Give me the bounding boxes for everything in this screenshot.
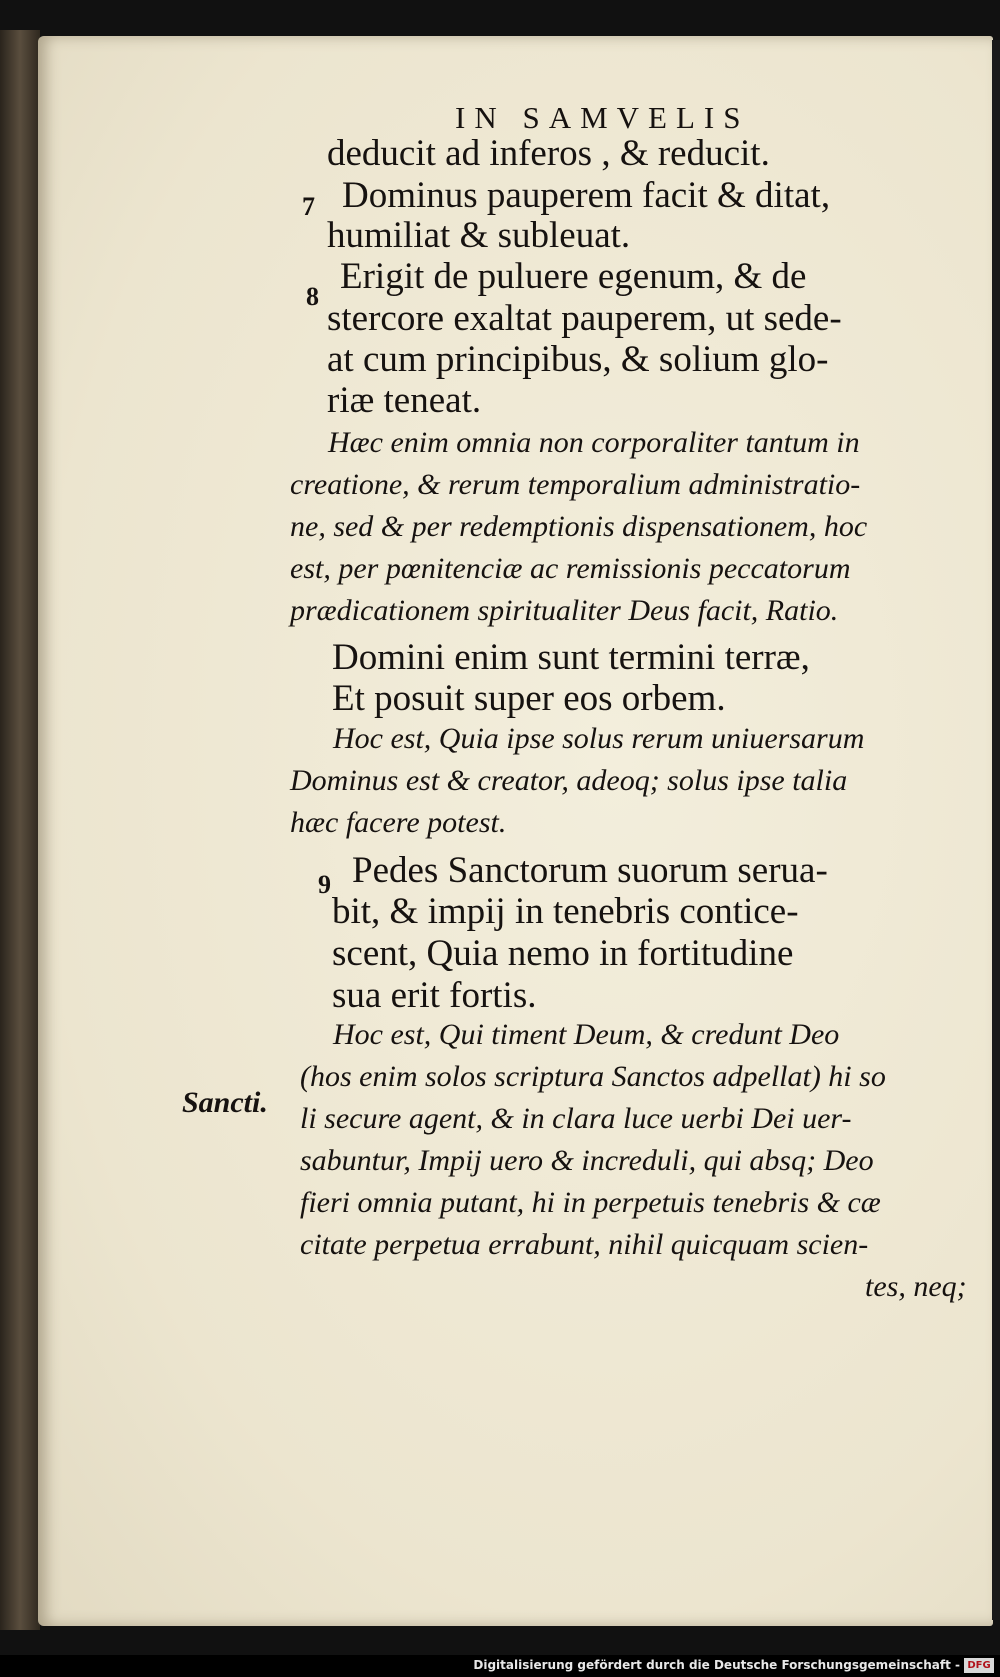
text-line: Pedes Sanctorum suorum serua- [352, 850, 828, 891]
dfg-logo-icon: DFG [964, 1658, 994, 1673]
book-spine [0, 30, 40, 1630]
text-line: at cum principibus, & solium glo- [327, 339, 829, 380]
commentary-line: est, per pœnitenciæ ac remissionis peccatorum [290, 552, 851, 585]
text-line: bit, & impij in tenebris contice- [332, 891, 799, 932]
text-line: Erigit de puluere egenum, & de [340, 256, 807, 297]
commentary-line: Dominus est & creator, adeoq; solus ipse talia [290, 764, 848, 797]
text-line: stercore exaltat pauperem, ut sede- [327, 298, 842, 339]
running-head: IN SAMVELIS [455, 100, 750, 135]
commentary-line: ne, sed & per redemptionis dispensationem, hoc [290, 510, 868, 543]
digitization-footer [0, 1655, 1000, 1677]
commentary-line: hæc facere potest. [290, 806, 507, 839]
commentary-line: Hoc est, Quia ipse solus rerum uniuersarum [333, 722, 865, 755]
text-line: riæ teneat. [327, 380, 482, 421]
text-line: sua erit fortis. [332, 975, 537, 1016]
page-edge [992, 40, 1000, 1620]
commentary-line: sabuntur, Impij uero & increduli, qui absq; Deo [300, 1144, 874, 1177]
text-line: Domini enim sunt termini terræ, [332, 637, 810, 678]
commentary-line: creatione, & rerum temporalium administratio- [290, 468, 861, 501]
text-line: scent, Quia nemo in fortitudine [332, 933, 794, 974]
commentary-line: fieri omnia putant, hi in perpetuis tenebris & cæ [300, 1186, 881, 1219]
catchword: tes, neq; [865, 1270, 967, 1303]
text-line: humiliat & subleuat. [327, 215, 631, 256]
text-line: deducit ad inferos , & reducit. [327, 133, 770, 174]
text-line: Et posuit super eos orbem. [332, 678, 726, 719]
commentary-line: li secure agent, & in clara luce uerbi Dei uer- [300, 1102, 852, 1135]
verse-number: 9 [318, 870, 331, 899]
text-line: Dominus pauperem facit & ditat, [342, 175, 831, 216]
commentary-line: citate perpetua errabunt, nihil quicquam scien- [300, 1228, 869, 1261]
commentary-line: Hoc est, Qui timent Deum, & credunt Deo [333, 1018, 840, 1051]
verse-number: 8 [306, 282, 319, 311]
commentary-line: (hos enim solos scriptura Sanctos adpellat) hi so [300, 1060, 886, 1093]
marginal-note: Sancti. [182, 1086, 268, 1119]
footer-credit: Digitalisierung gefördert durch die Deutsche Forschungsgemeinschaft - [473, 1658, 960, 1672]
commentary-line: Hæc enim omnia non corporaliter tantum in [328, 426, 860, 459]
commentary-line: prædicationem spiritualiter Deus facit, Ratio. [290, 594, 839, 627]
verse-number: 7 [302, 192, 315, 221]
